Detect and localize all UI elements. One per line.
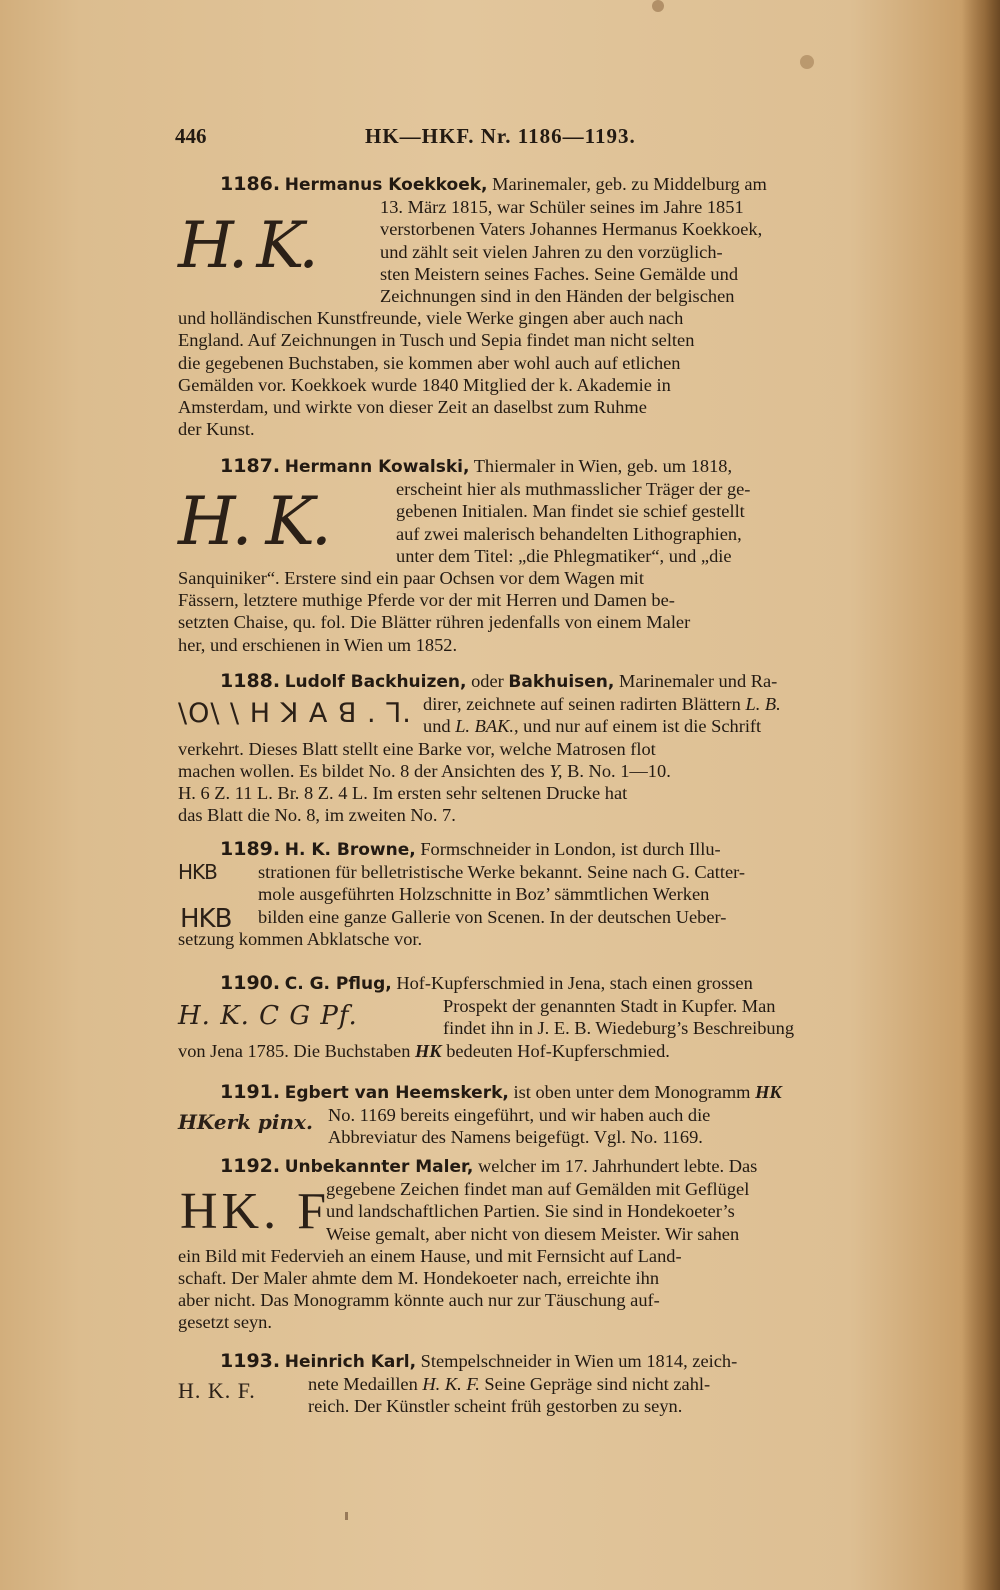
entry-name: C. G. Pflug, <box>284 974 392 994</box>
entry-line: reich. Der Künstler scheint früh gestorben zu seyn. <box>308 1396 683 1417</box>
monogram-hkf: H. K. F. <box>178 1378 256 1403</box>
entry-number: 1192. <box>220 1155 281 1177</box>
entry-name: Hermanus Koekkoek, <box>284 175 488 195</box>
entry-line: setzten Chaise, qu. fol. Die Blätter rühren jedenfalls von einem Maler <box>178 612 691 633</box>
entry-line: erscheint hier als muthmasslicher Träger der ge- <box>396 479 751 500</box>
entry-line: gegebene Zeichen findet man auf Gemälden mit Geflügel <box>326 1179 750 1200</box>
entry-line: und <box>423 716 451 737</box>
entry-line: sten Meistern seines Faches. Seine Gemälde und <box>380 263 739 284</box>
entry-1189 <box>178 838 868 950</box>
entry-line: unter dem Titel: „die Phlegmatiker“, und „die <box>396 545 732 566</box>
entry-line: welcher im 17. Jahrhundert lebte. Das <box>477 1156 758 1176</box>
paper-stain <box>800 55 814 69</box>
entry-line: gebenen Initialen. Man findet sie schief gestellt <box>396 501 745 522</box>
monogram-pflug: H. K. C G Pf. <box>178 1001 358 1031</box>
entry-number: 1191. <box>220 1081 281 1103</box>
entry-number: 1186. <box>220 173 281 195</box>
monogram-hk-kowalski: H. K. <box>178 483 328 560</box>
entry-line: das Blatt die No. 8, im zweiten No. 7. <box>178 805 456 826</box>
entry-line: der Kunst. <box>178 419 255 440</box>
entry-1187 <box>178 455 868 656</box>
entry-line: Thiermaler in Wien, geb. um 1818, <box>473 456 733 476</box>
entry-number: 1188. <box>220 670 281 692</box>
entry-line: Zeichnungen sind in den Händen der belgischen <box>380 286 735 307</box>
entry-line: findet ihn in J. E. B. Wiedeburg’s Beschreibung <box>443 1018 795 1039</box>
monogram-unbekannter-maler: HK. F <box>180 1183 331 1240</box>
entry-1191 <box>178 1081 868 1149</box>
entry-line: von Jena 1785. Die Buchstaben <box>178 1040 411 1061</box>
italic-mark: H. K. F. <box>422 1374 480 1395</box>
entry-name: Ludolf Backhuizen, <box>284 672 467 692</box>
italic-mark: Y, <box>549 760 563 781</box>
entry-line: bilden eine ganze Gallerie von Scenen. In der deutschen Ueber- <box>258 906 727 927</box>
entry-line: England. Auf Zeichnungen in Tusch und Sepia findet man nicht selten <box>178 330 695 351</box>
page-number: 446 <box>175 124 207 148</box>
entry-line: strationen für belletristische Werke bekannt. Seine nach G. Catter- <box>258 862 746 883</box>
entry-1188 <box>178 670 868 826</box>
entry-line: und zählt seit vielen Jahren zu den vorzüglich- <box>380 241 723 262</box>
entry-line: machen wollen. Es bildet No. 8 der Ansichten des <box>178 760 545 781</box>
entry-line: auf zwei malerisch behandelten Lithographien, <box>396 523 742 544</box>
monogram-hk-koekkoek: H. K. <box>178 209 313 283</box>
italic-mark: HK <box>755 1082 782 1102</box>
entry-line: 13. März 1815, war Schüler seines im Jahre 1851 <box>380 197 744 218</box>
entry-line: Marinemaler, geb. zu Middelburg am <box>492 174 767 194</box>
entry-number: 1190. <box>220 972 281 994</box>
entry-line: H. 6 Z. 11 L. Br. 8 Z. 4 L. Im ersten sehr seltenen Drucke hat <box>178 783 628 804</box>
entry-line: Stempelschneider in Wien um 1814, zeich- <box>420 1351 738 1371</box>
entry-line: Marinemaler und Ra- <box>618 671 778 691</box>
entry-1186 <box>178 173 868 440</box>
entry-line: und holländischen Kunstfreunde, viele Werke gingen aber auch nach <box>178 308 684 329</box>
entry-line: die gegebenen Buchstaben, sie kommen aber wohl auch auf etlichen <box>178 352 681 373</box>
entry-name: Heinrich Karl, <box>284 1352 417 1372</box>
monogram-heemskerk: HKerk pinx. <box>178 1110 313 1134</box>
entry-name-connector: oder <box>471 671 504 691</box>
entry-1190 <box>178 972 868 1062</box>
entry-name: Unbekannter Maler, <box>284 1157 474 1177</box>
entry-number: 1189. <box>220 838 281 860</box>
entry-line: Formschneider in London, ist durch Illu- <box>420 839 721 859</box>
entry-line: Amsterdam, und wirkte von dieser Zeit an daselbst zum Ruhme <box>178 397 647 418</box>
entry-line: setzung kommen Abklatsche vor. <box>178 928 423 949</box>
italic-mark: L. B. <box>745 694 781 715</box>
entry-line: Sanquiniker“. Erstere sind ein paar Ochsen vor dem Wagen mit <box>178 568 644 589</box>
entry-line: verstorbenen Vaters Johannes Hermanus Koekkoek, <box>380 219 763 240</box>
entry-line: Fässern, letztere muthige Pferde vor der mit Herren und Damen be- <box>178 590 675 611</box>
entry-line: schaft. Der Maler ahmte dem M. Hondekoeter nach, erreichte ihn <box>178 1268 660 1289</box>
entry-line: B. No. 1—10. <box>567 760 671 781</box>
entry-line: No. 1169 bereits eingeführt, und wir haben auch die <box>328 1105 711 1126</box>
entry-line: Seine Gepräge sind nicht zahl- <box>484 1374 711 1395</box>
entry-number: 1193. <box>220 1350 281 1372</box>
entry-line: Weise gemalt, aber nicht von diesem Meister. Wir sahen <box>326 1223 740 1244</box>
entry-line: gesetzt seyn. <box>178 1312 272 1333</box>
entry-line: ein Bild mit Federvieh an einem Hause, und mit Fernsicht auf Land- <box>178 1245 682 1266</box>
entry-line: aber nicht. Das Monogramm könnte auch nur zur Täuschung auf- <box>178 1290 660 1311</box>
entry-line: Hof-Kupferschmied in Jena, stach einen grossen <box>396 973 753 993</box>
entry-name: H. K. Browne, <box>284 840 416 860</box>
entry-number: 1187. <box>220 455 281 477</box>
running-title: HK—HKF. Nr. 1186—1193. <box>365 124 636 148</box>
entry-line: ist oben unter dem Monogramm <box>513 1082 751 1102</box>
italic-mark: L. BAK. <box>455 716 514 737</box>
entry-line: , und nur auf einem ist die Schrift <box>513 716 762 737</box>
paper-mark <box>345 1512 348 1520</box>
entry-line: Prospekt der genannten Stadt in Kupfer. Man <box>443 996 776 1017</box>
paper-stain <box>652 0 664 12</box>
entry-line: direr, zeichnete auf seinen radirten Blättern <box>423 694 741 715</box>
monogram-hkb-top: HKB <box>178 860 217 884</box>
entry-line: her, und erschienen in Wien um 1852. <box>178 634 458 655</box>
running-header <box>175 124 875 154</box>
entry-line: und landschaftlichen Partien. Sie sind in Hondekoeter’s <box>326 1201 735 1222</box>
page-edge-shadow <box>962 0 1000 1590</box>
entry-name: Egbert van Heemskerk, <box>284 1083 509 1103</box>
entry-name: Hermann Kowalski, <box>284 457 470 477</box>
entry-1192 <box>178 1155 868 1334</box>
entry-line: Gemälden vor. Koekkoek wurde 1840 Mitglied der k. Akademie in <box>178 374 671 395</box>
entry-line: mole ausgeführten Holzschnitte in Boz’ sämmtlichen Werken <box>258 884 710 905</box>
entry-name-alt: Bakhuisen, <box>508 672 615 692</box>
entry-line: nete Medaillen <box>308 1374 418 1395</box>
italic-mark: HK <box>415 1040 442 1061</box>
entry-line: bedeuten Hof-Kupferschmied. <box>446 1040 670 1061</box>
monogram-hkb-bottom: HKB <box>180 904 232 934</box>
entry-line: verkehrt. Dieses Blatt stellt eine Barke vor, welche Matrosen flot <box>178 738 656 759</box>
entry-line: Abbreviatur des Namens beigefügt. Vgl. No. 1169. <box>328 1127 703 1148</box>
monogram-backhuizen: \O\ \ H ꓘ A ꓭ . ꓶ. <box>178 698 412 729</box>
entry-1193 <box>178 1350 868 1418</box>
